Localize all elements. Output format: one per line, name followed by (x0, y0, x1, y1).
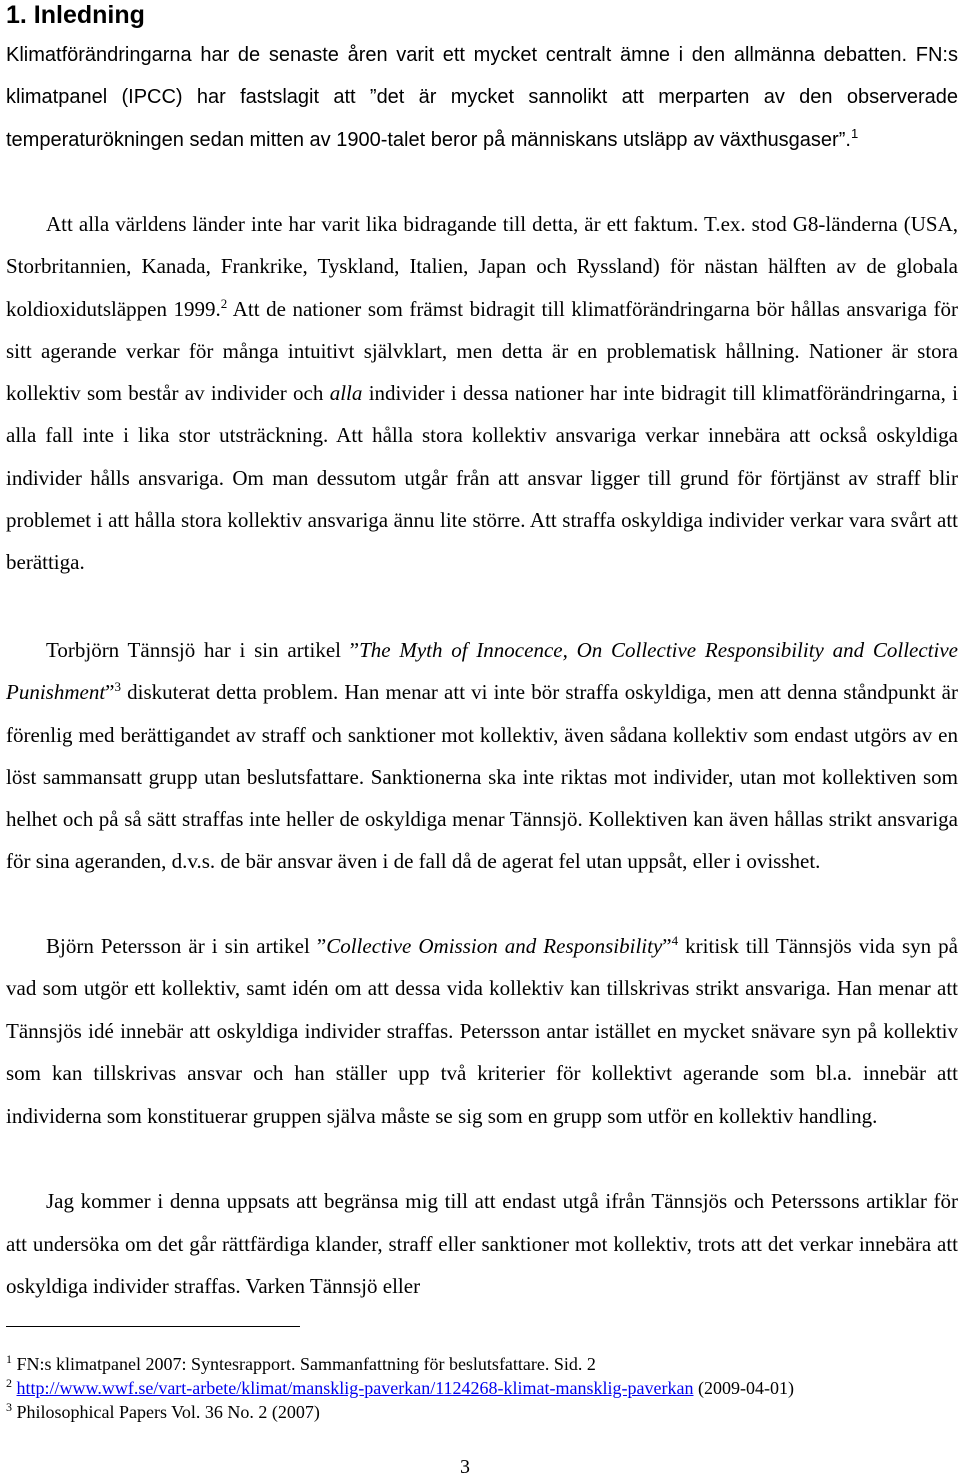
footnote-text: (2009-04-01) (693, 1378, 794, 1398)
footnote-number: 3 (6, 1400, 12, 1414)
section-heading: 1. Inledning (6, 1, 145, 29)
paragraph-petersson-text-b: kritisk till Tännsjös vida syn på vad som utgör ett kollektiv, samt idén om att dessa vida kollektiv kan tillskrivas strikt ansvariga. Han menar att Tännsjös idé innebär att oskyldiga individer straffas. Petersson antar istället en mycket snävare syn på kollektiv som kan tillskrivas ansvar och han ställer upp två kriterier för kollektivt agerande som bl.a. innebär att individerna som konstituerar gruppen själva måste se sig som en grupp som utför en kollektiv handling. (6, 934, 958, 1128)
footnote-1 (6, 1352, 958, 1376)
emphasis-alla: alla (329, 381, 363, 406)
paragraph-petersson (6, 925, 958, 1137)
paragraph-purpose-text: Jag kommer i denna uppsats att begränsa mig till att endast utgå ifrån Tännsjös och Peterssons artiklar för att undersöka om det går rättfärdiga klander, straff eller sanktioner mot kollektiv, trots att det verkar innebära att oskyldiga individer straffas. Varken Tännsjö eller (6, 1189, 958, 1298)
footnotes (6, 1352, 958, 1424)
footnote-ref-3[interactable]: 3 (114, 679, 121, 695)
paragraph-intro-text: Klimatförändringarna har de senaste åren varit ett mycket centralt ämne i den allmänna debatten. FN:s klimatpanel (IPCC) har fastslagit att ”det är mycket sannolikt att merparten av den observerade temperaturökningen sedan mitten av 1900-talet beror på människans utsläpp av växthusgaser”. (6, 44, 958, 151)
paragraph-tannsjo-text-a: Torbjörn Tännsjö har i sin artikel ” (46, 638, 360, 662)
footnote-ref-2[interactable]: 2 (220, 295, 228, 311)
paragraph-tannsjo (6, 629, 958, 883)
paragraph-g8-text-a: Att alla världens länder inte har varit lika bidragande till detta, är ett faktum. T.ex. stod G8-länderna (USA, Storbritannien, Kanada, Frankrike, Tyskland, Italien, Japan och Ryssland) för nästan hälften av de globala koldioxidutsläppen 1999. (6, 212, 958, 321)
footnote-text: Philosophical Papers Vol. 36 No. 2 (2007) (16, 1402, 320, 1422)
page-number: 3 (460, 1456, 470, 1478)
paragraph-g8-text-b: Att de nationer som främst bidragit till klimatförändringarna bör hållas ansvariga för sitt agerande verkar för många intuitivt självklart, men detta är en problematisk hållning. Nationer är stora kollektiv som består av individer och (6, 296, 958, 406)
paragraph-g8 (6, 203, 958, 584)
footnote-ref-4[interactable]: 4 (671, 933, 679, 948)
footnote-separator (6, 1326, 300, 1327)
paragraph-petersson-text-a: Björn Petersson är i sin artikel ” (46, 934, 327, 958)
footnote-2 (6, 1376, 958, 1400)
article-title-petersson: Collective Omission and Responsibility (326, 934, 663, 958)
footnote-text: FN:s klimatpanel 2007: Syntesrapport. Sammanfattning för beslutsfattare. Sid. 2 (16, 1354, 596, 1374)
paragraph-tannsjo-text-b: diskuterat detta problem. Han menar att vi inte bör straffa oskyldiga, men att denna ståndpunkt är förenlig med berättigandet av straff och sanktioner mot kollektiv, även sådana kollektiv som endast utgörs av en löst sammansatt grupp utan beslutsfattare. Sanktionerna ska inte riktas mot individer, utan mot kollektiven som helhet och på så sätt straffas inte heller de oskyldiga menar Tännsjö. Kollektiven kan även hållas strikt ansvariga för sina ageranden, d.v.s. de bär ansvar även i de fall då de agerat fel utan uppsåt, eller i ovisshet. (6, 680, 958, 874)
footnote-number: 1 (6, 1352, 12, 1366)
paragraph-intro (6, 34, 958, 161)
footnote-ref-1[interactable]: 1 (850, 125, 859, 141)
paragraph-purpose (6, 1180, 958, 1308)
paragraph-g8-text-c: individer i dessa nationer har inte bidragit till klimatförändringarna, i alla fall inte i lika stor utsträckning. Att hålla stora kollektiv ansvariga verkar innebära att också oskyldiga individer hålls ansvariga. Om man dessutom utgår från att ansvar ligger till grund för förtjänst av straff blir problemet i att hålla stora kollektiv ansvariga ännu lite större. Att straffa oskyldiga individer verkar vara svårt att berättiga. (6, 381, 958, 575)
article-title-tannsjo: The Myth of Innocence, On Collective Responsibility and Collective Punishment (6, 638, 958, 705)
footnote-number: 2 (6, 1376, 12, 1390)
footnote-3 (6, 1400, 958, 1424)
closing-quote: ” (662, 934, 672, 958)
closing-quote: ” (105, 680, 115, 705)
footnote-link[interactable]: http://www.wwf.se/vart-arbete/klimat/mansklig-paverkan/1124268-klimat-mansklig-paverkan (16, 1378, 694, 1398)
